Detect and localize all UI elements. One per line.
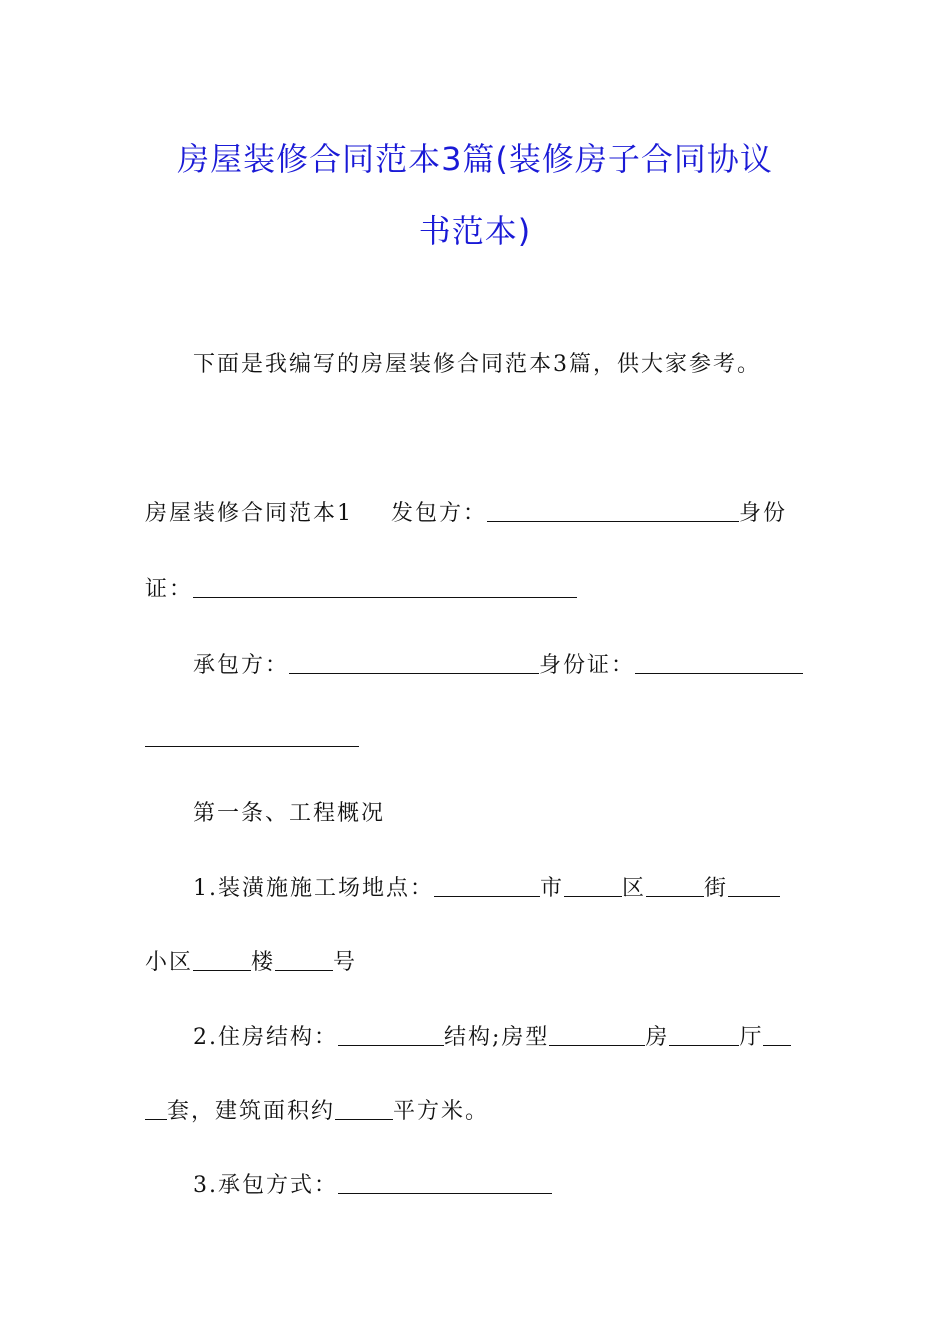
city-blank xyxy=(434,874,540,897)
building-label: 楼 xyxy=(251,950,276,975)
community-blank xyxy=(728,874,780,897)
id-label-end: 证： xyxy=(145,577,194,602)
hall-label: 厅 xyxy=(739,1025,764,1050)
article-1-heading: 第一条、工程概况 xyxy=(193,801,386,826)
number-blank xyxy=(275,948,333,971)
party-b-id-label: 身份证： xyxy=(539,653,636,678)
community-label: 小区 xyxy=(145,950,194,975)
party-b-label: 承包方： xyxy=(193,653,290,678)
district-label: 区 xyxy=(622,876,647,901)
item-3-row xyxy=(193,1168,552,1199)
document-title-line1: 房屋装修合同范本3篇(装修房子合同协议 xyxy=(177,140,773,178)
item-1-continue xyxy=(145,945,357,976)
item-2-continue xyxy=(145,1094,489,1125)
party-b-id-continue xyxy=(145,724,359,751)
street-blank xyxy=(646,874,704,897)
party-a-row xyxy=(145,496,787,527)
hall-blank xyxy=(669,1023,739,1046)
party-a-blank xyxy=(487,499,739,522)
party-a-id-blank xyxy=(193,575,577,598)
party-a-label: 发包方： xyxy=(391,501,488,526)
party-b-blank xyxy=(289,651,539,674)
item-1-row xyxy=(193,871,780,902)
party-b-id-blank xyxy=(635,651,803,674)
structure-label: 结构;房型 xyxy=(444,1025,550,1050)
building-blank xyxy=(193,948,251,971)
contract-heading: 房屋装修合同范本1 xyxy=(145,501,353,526)
party-a-id-row xyxy=(145,572,577,603)
suite-blank xyxy=(763,1023,791,1046)
intro-paragraph: 下面是我编写的房屋装修合同范本3篇，供大家参考。 xyxy=(193,352,761,377)
area-blank xyxy=(335,1097,393,1120)
item-2-label: 2.住房结构： xyxy=(193,1025,338,1050)
party-b-row xyxy=(193,648,803,679)
room-blank xyxy=(549,1023,645,1046)
room-label: 房 xyxy=(645,1025,670,1050)
street-label: 街 xyxy=(704,876,729,901)
number-label: 号 xyxy=(333,950,358,975)
contract-method-blank xyxy=(338,1171,552,1194)
city-label: 市 xyxy=(540,876,565,901)
item-1-label: 1.装潢施施工场地点： xyxy=(193,876,434,901)
id-label-start: 身份 xyxy=(739,501,788,526)
item-2-row xyxy=(193,1020,791,1051)
structure-blank xyxy=(338,1023,444,1046)
suite-blank-2 xyxy=(145,1097,167,1120)
party-b-id-blank-2 xyxy=(145,724,359,747)
document-title-line2: 书范本) xyxy=(418,212,532,250)
item-3-label: 3.承包方式： xyxy=(193,1173,338,1198)
suite-area-label: 套，建筑面积约 xyxy=(167,1099,336,1124)
district-blank xyxy=(564,874,622,897)
sqm-label: 平方米。 xyxy=(393,1099,490,1124)
